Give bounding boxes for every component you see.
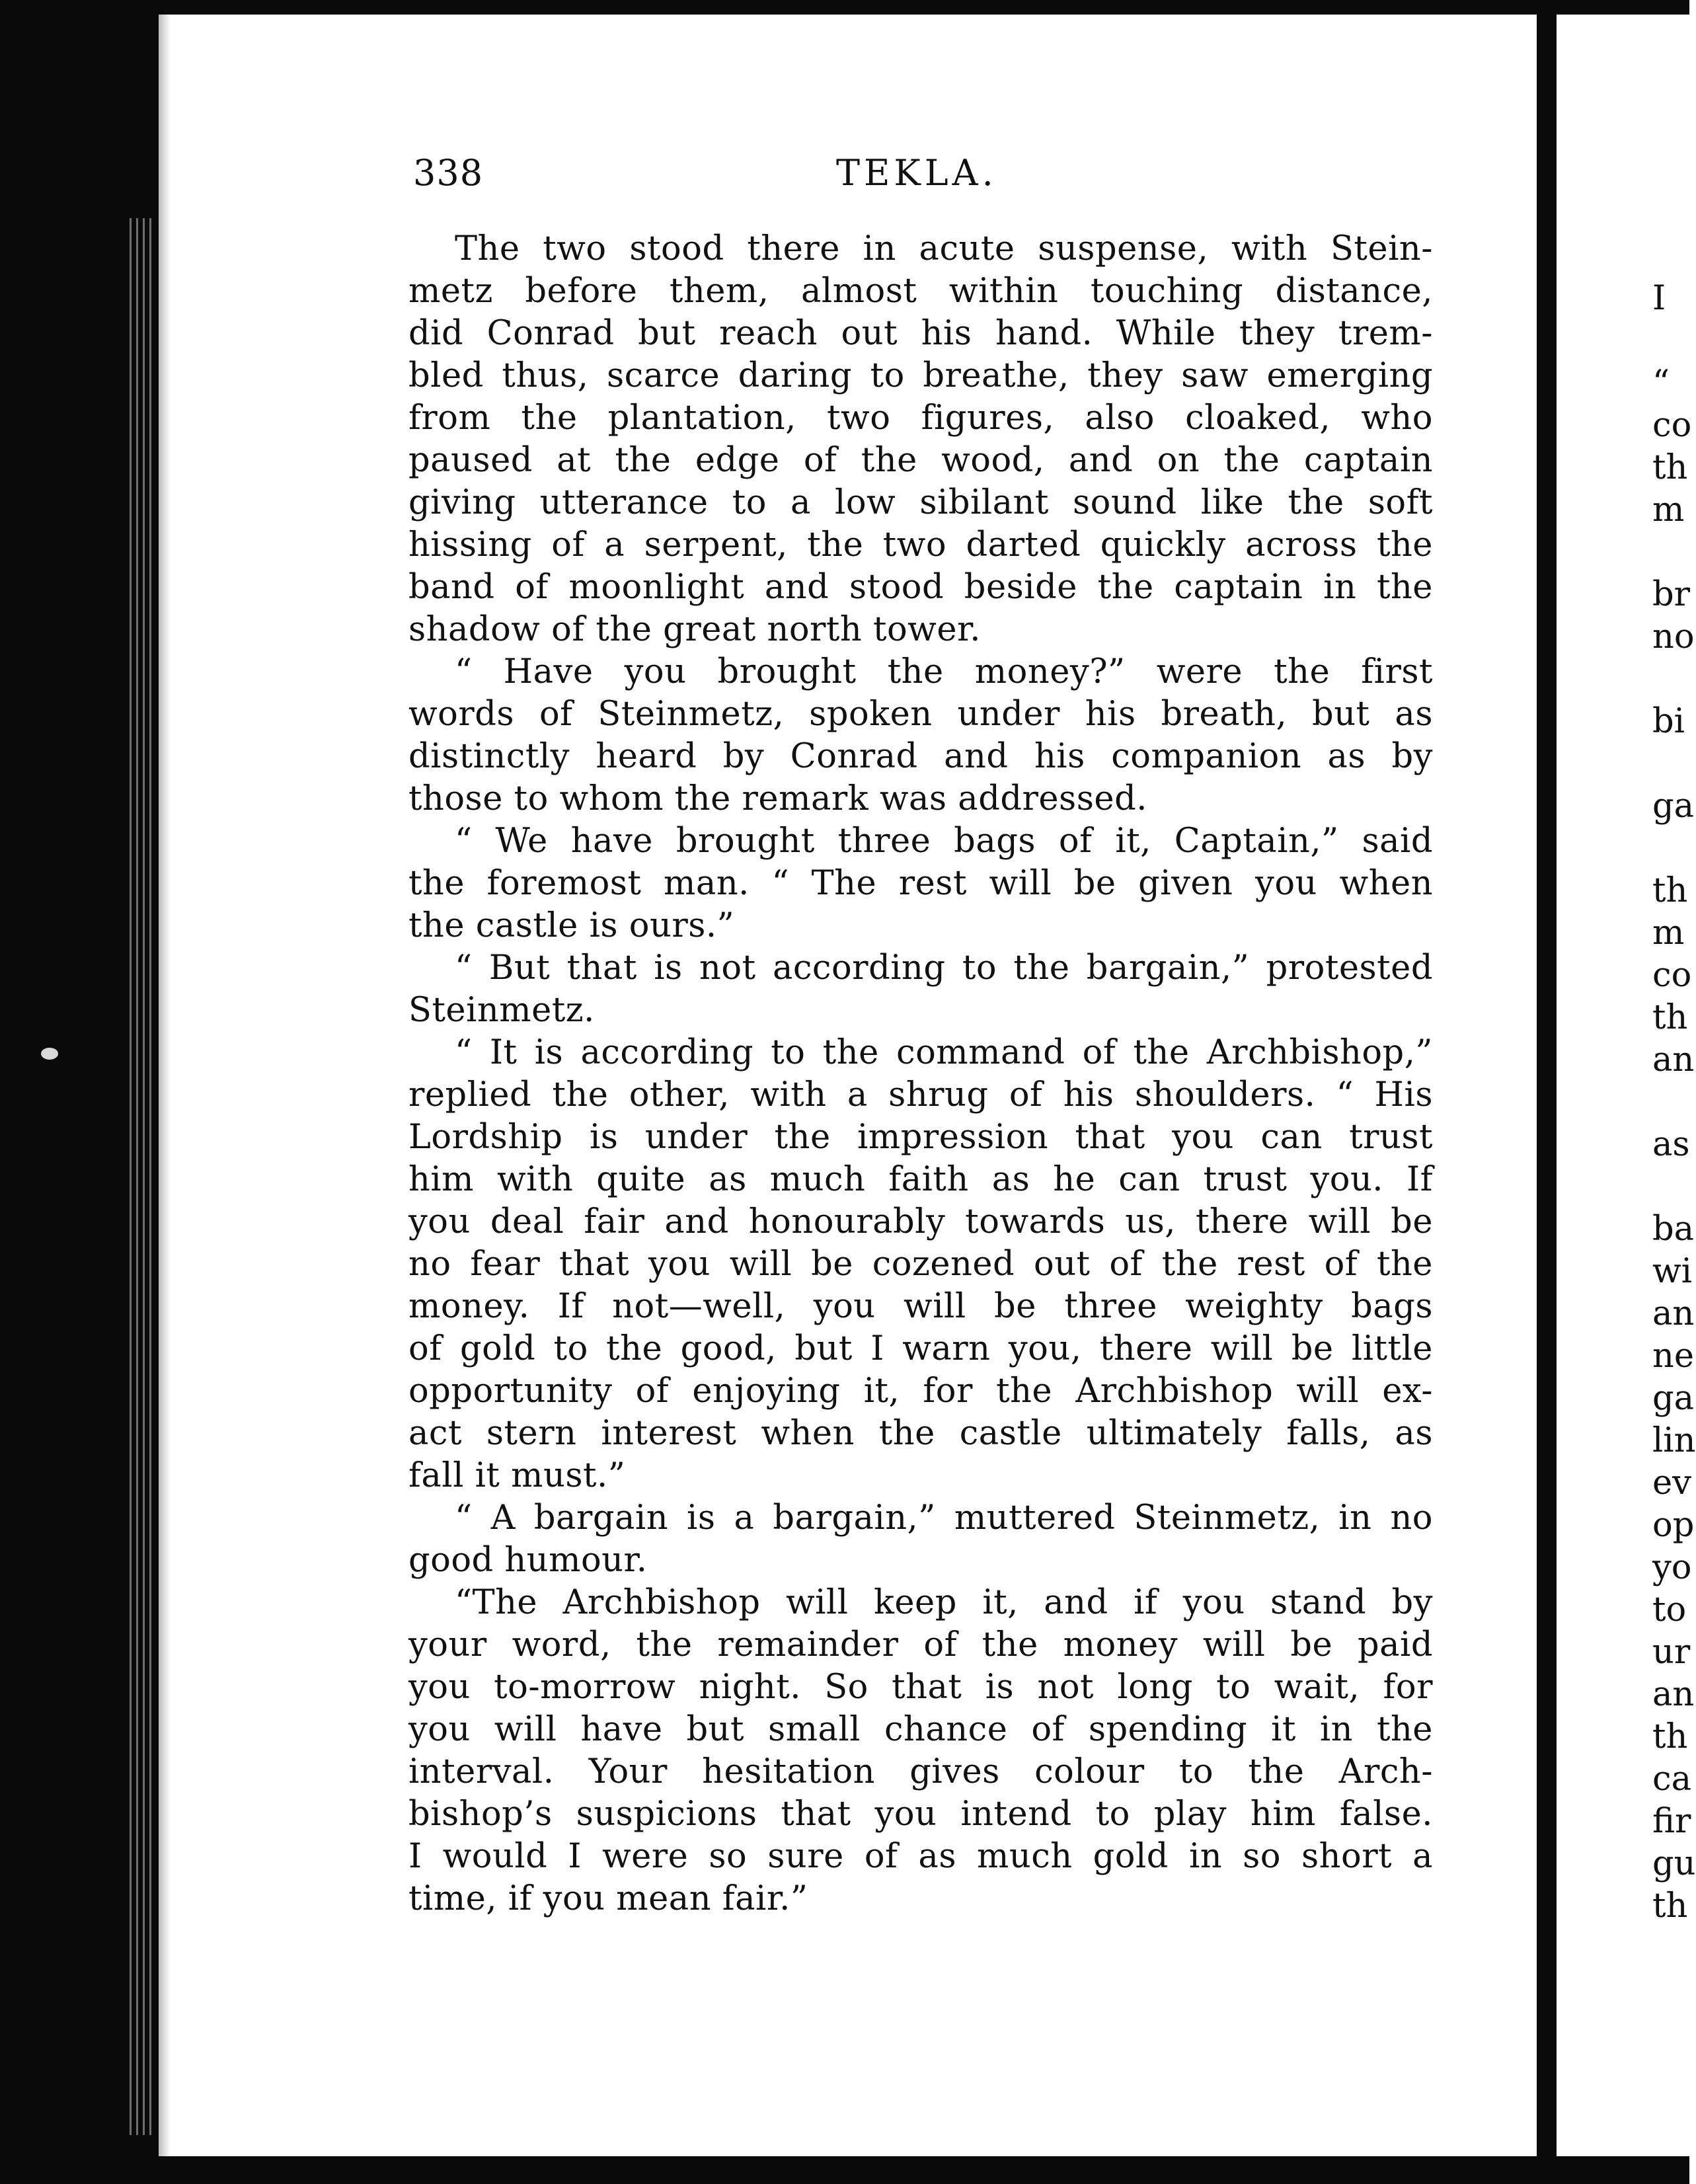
text-line: distinctly heard by Conrad and his companion as by [408, 737, 1433, 776]
neighbor-text-fragment: I [1652, 279, 1666, 318]
text-line: opportunity of enjoying it, for the Archbishop will ex- [408, 1372, 1433, 1411]
text-line: Steinmetz. [408, 991, 595, 1030]
neighbor-text-fragment: m [1652, 490, 1685, 529]
neighbor-text-fragment [1652, 1081, 1689, 1124]
text-line: you will have but small chance of spending it in the [408, 1710, 1433, 1749]
text-line: replied the other, with a shrug of his shoulders. “ His [408, 1075, 1433, 1114]
paper-speck [41, 1048, 58, 1060]
text-line: of gold to the good, but I warn you, there will be little [408, 1329, 1433, 1368]
neighbor-text-fragment: ba [1652, 1210, 1695, 1249]
adjacent-page-fragment [1652, 278, 1696, 1928]
neighbor-text-fragment: yo [1652, 1548, 1692, 1587]
text-line: act stern interest when the castle ultimately falls, as [408, 1414, 1433, 1453]
neighbor-text-fragment: m [1652, 914, 1685, 953]
running-head [413, 139, 1433, 192]
scan-border-top [0, 0, 1689, 15]
text-line: money. If not—well, you will be three weighty bags [408, 1287, 1433, 1326]
neighbor-text-fragment: wi [1652, 1252, 1692, 1291]
neighbor-text-fragment: ur [1652, 1633, 1691, 1672]
text-line: bishop’s suspicions that you intend to play him false. [408, 1795, 1433, 1834]
neighbor-text-fragment: th [1652, 1887, 1688, 1926]
text-line: giving utterance to a low sibilant sound like the soft [408, 483, 1433, 522]
text-line: paused at the edge of the wood, and on the captain [408, 441, 1433, 480]
text-line: “ We have brought three bags of it, Captain,” said [455, 822, 1433, 861]
page-binding-shadow [159, 15, 171, 2156]
neighbor-text-fragment: ga [1652, 1379, 1695, 1418]
neighbor-text-fragment: th [1652, 998, 1688, 1037]
text-line: good humour. [408, 1541, 648, 1580]
text-line: interval. Your hesitation gives colour to the Arch- [408, 1752, 1433, 1791]
text-line: “ But that is not according to the bargain,” protested [455, 949, 1433, 988]
neighbor-text-fragment [1652, 658, 1689, 701]
neighbor-text-fragment: fir [1652, 1802, 1691, 1841]
neighbor-text-fragment: th [1652, 871, 1688, 910]
neighbor-text-fragment: as [1652, 1125, 1690, 1164]
neighbor-text-fragment: ga [1652, 787, 1695, 826]
neighbor-text-fragment: br [1652, 575, 1691, 614]
neighbor-text-fragment: ne [1652, 1337, 1695, 1376]
text-line: words of Steinmetz, spoken under his breath, but as [408, 695, 1433, 734]
text-line: “ A bargain is a bargain,” muttered Steinmetz, in no [455, 1499, 1433, 1538]
neighbor-text-fragment [1652, 828, 1689, 870]
text-line: those to whom the remark was addressed. [408, 779, 1147, 818]
text-line: you to-morrow night. So that is not long to wait, for [408, 1668, 1433, 1707]
text-line: metz before them, almost within touching distance, [408, 272, 1433, 311]
neighbor-text-fragment: “ [1652, 364, 1670, 403]
neighbor-text-fragment: co [1652, 406, 1692, 445]
text-line: The two stood there in acute suspense, with Stein- [455, 229, 1433, 268]
neighbor-text-fragment: lin [1652, 1421, 1696, 1460]
text-line: bled thus, scarce daring to breathe, they saw emerging [408, 356, 1433, 395]
neighbor-text-fragment: ev [1652, 1463, 1691, 1502]
neighbor-text-fragment [1652, 320, 1689, 362]
page-number: 338 [413, 152, 484, 194]
text-line: hissing of a serpent, the two darted quickly across the [408, 526, 1433, 565]
text-line: “ It is according to the command of the Archbishop,” [455, 1033, 1433, 1072]
stacked-page-edges [127, 218, 159, 2135]
text-line: fall it must.” [408, 1456, 626, 1495]
text-line: the castle is ours.” [408, 906, 735, 945]
neighbor-text-fragment: an [1652, 1040, 1695, 1079]
neighbor-text-fragment: bi [1652, 702, 1685, 741]
text-line: no fear that you will be cozened out of the rest of the [408, 1245, 1433, 1284]
text-line: did Conrad but reach out his hand. While they trem- [408, 314, 1433, 353]
text-line: “ Have you brought the money?” were the first [455, 652, 1433, 691]
text-line: “The Archbishop will keep it, and if you stand by [455, 1583, 1433, 1622]
neighbor-text-fragment: ca [1652, 1760, 1691, 1799]
text-line: the foremost man. “ The rest will be given you when [408, 864, 1433, 903]
neighbor-text-fragment: an [1652, 1294, 1695, 1333]
text-line: your word, the remainder of the money will be paid [408, 1625, 1433, 1664]
book-gutter [1537, 0, 1557, 2184]
neighbor-text-fragment [1652, 743, 1689, 785]
body-text [408, 228, 1433, 1920]
text-line: I would I were so sure of as much gold in so short a [408, 1837, 1433, 1876]
text-line: him with quite as much faith as he can trust you. If [408, 1160, 1433, 1199]
neighbor-text-fragment: to [1652, 1590, 1687, 1629]
neighbor-text-fragment: co [1652, 956, 1692, 995]
text-line: band of moonlight and stood beside the captain in the [408, 568, 1433, 607]
neighbor-text-fragment: gu [1652, 1844, 1696, 1883]
neighbor-text-fragment: th [1652, 448, 1688, 487]
text-line: shadow of the great north tower. [408, 610, 981, 649]
text-line: Lordship is under the impression that you can trust [408, 1118, 1433, 1157]
neighbor-text-fragment: th [1652, 1717, 1688, 1756]
neighbor-text-fragment: no [1652, 617, 1695, 656]
text-line: from the plantation, two figures, also cloaked, who [408, 399, 1433, 438]
neighbor-text-fragment: an [1652, 1675, 1695, 1714]
neighbor-text-fragment: op [1652, 1506, 1695, 1545]
text-line: you deal fair and honourably towards us, there will be [408, 1202, 1433, 1241]
running-title: TEKLA. [836, 152, 997, 194]
neighbor-text-fragment [1652, 531, 1689, 574]
neighbor-text-fragment [1652, 1166, 1689, 1208]
scan-border-bottom [0, 2156, 1689, 2184]
text-line: time, if you mean fair.” [408, 1879, 808, 1918]
book-page [408, 139, 1433, 1920]
